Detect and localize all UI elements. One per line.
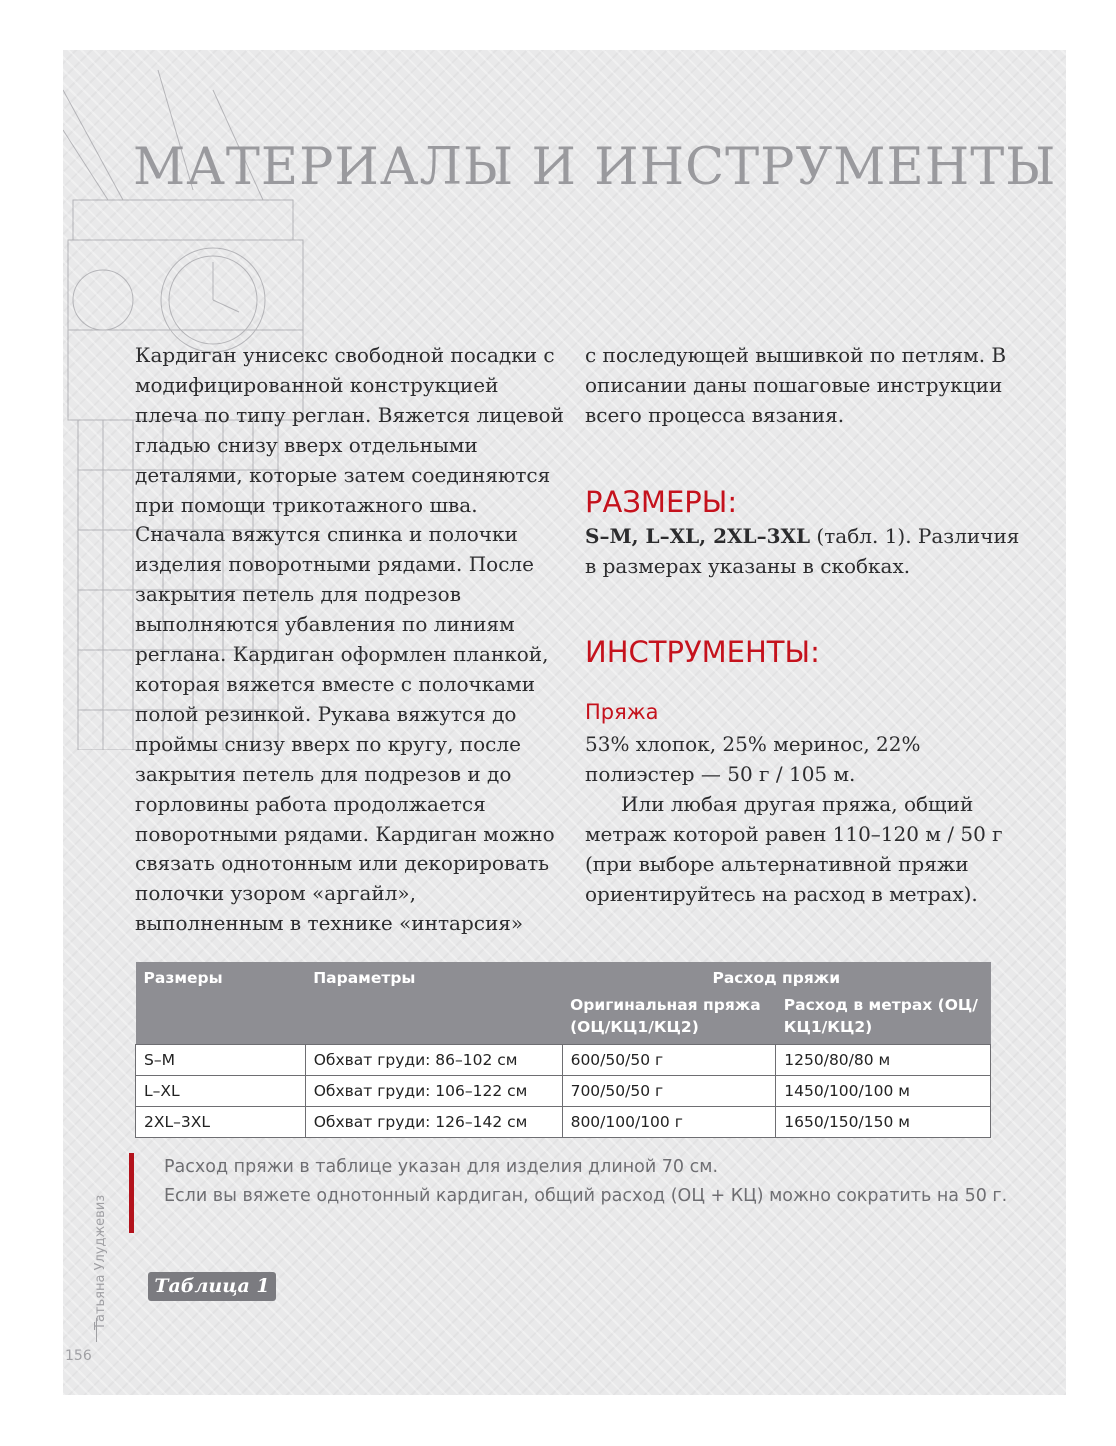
col-header-meters: Расход в метрах (ОЦ/КЦ1/КЦ2) [776,994,991,1045]
sizes-heading: РАЗМЕРЫ: [585,485,738,519]
yarn-table [135,962,991,1138]
cell-param: Обхват груди: 106–122 см [305,1076,562,1107]
cell-meters: 1650/150/150 м [776,1107,991,1138]
yarn-subheading: Пряжа [585,700,659,724]
page-title: МАТЕРИАЛЫ И ИНСТРУМЕНТЫ [133,138,1057,197]
table-label: Таблица 1 [148,1272,276,1301]
page [63,50,1066,1395]
yarn-alternative: Или любая другая пряжа, общий метраж которой равен 110–120 м / 50 г (при выборе альтернативной пряжи ориентируйтесь на расход в метрах). [585,791,1003,906]
yarn-composition: 53% хлопок, 25% меринос, 22% полиэстер — 50 г / 105 м. [585,732,921,786]
author-name: Татьяна Улуджевиз [93,1194,108,1330]
table-row [136,1107,991,1138]
cell-size: 2XL–3XL [136,1107,306,1138]
cell-original: 800/100/100 г [562,1107,776,1138]
cell-param: Обхват груди: 126–142 см [305,1107,562,1138]
intro-right-column [585,341,1035,431]
table-row [136,1045,991,1076]
col-header-consumption: Расход пряжи [562,962,990,994]
yarn-text [585,730,1035,909]
sizes-description: (табл. 1). Различия в размерах указаны в скобках. [585,524,1020,578]
table-note [129,1153,1034,1233]
cell-meters: 1250/80/80 м [776,1045,991,1076]
cell-size: L–XL [136,1076,306,1107]
cell-size: S–M [136,1045,306,1076]
tools-heading: ИНСТРУМЕНТЫ: [585,635,820,669]
cell-meters: 1450/100/100 м [776,1076,991,1107]
table-row [136,1076,991,1107]
note-line-2: Если вы вяжете однотонный кардиган, общий расход (ОЦ + КЦ) можно сократить на 50 г. [164,1185,1008,1206]
sizes-text [585,522,1035,582]
note-line-1: Расход пряжи в таблице указан для изделия длиной 70 см. [164,1157,719,1177]
cell-original: 600/50/50 г [562,1045,776,1076]
sizes-list: S–M, L–XL, 2XL–3XL [585,524,811,548]
col-header-sizes: Размеры [136,962,306,994]
intro-left-column [135,341,565,939]
page-number: 156 [65,1348,92,1364]
intro-paragraph-left: Кардиган унисекс свободной посадки с модифицированной конструкцией плеча по типу реглан. Вяжется лицевой гладью снизу вверх отдельными деталями, которые затем соединяются при помощи трикотажного шва. Сначала вяжутся спинка и полочки изделия поворотными рядами. После закрытия петель для подрезов выполняются убавления по линиям реглана. Кардиган оформлен планкой, которая вяжется вместе с полочками полой резинкой. Рукава вяжутся до проймы снизу вверх по кругу, после закрытия петель для подрезов и до горловины работа продолжается поворотными рядами. Кардиган можно связать однотонным или декорировать полочки узором «аргайл», выполненным в технике «интарсия» [135,343,564,936]
col-header-original: Оригинальная пряжа (ОЦ/КЦ1/КЦ2) [562,994,776,1045]
intro-paragraph-right: с последующей вышивкой по петлям. В описании даны пошаговые инструкции всего процесса вязания. [585,343,1007,427]
cell-original: 700/50/50 г [562,1076,776,1107]
cell-param: Обхват груди: 86–102 см [305,1045,562,1076]
col-header-params: Параметры [305,962,562,994]
